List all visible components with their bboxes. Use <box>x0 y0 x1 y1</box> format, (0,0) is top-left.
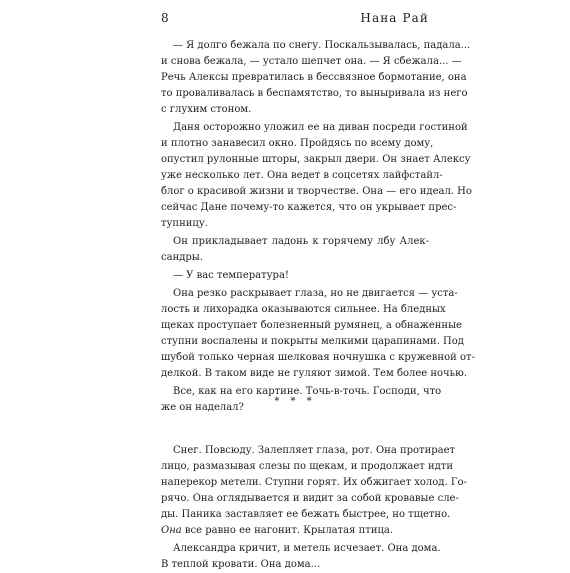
text-line: — У вас температура! <box>173 270 289 281</box>
text-line: делкой. В таком виде не гуляют зимой. Тем более ночью. <box>161 368 468 379</box>
text-line: тупницу. <box>161 218 208 229</box>
text-line: ды. Паника заставляет ее бежать быстрее, но тщетно. <box>161 509 451 520</box>
text-line: лицо, размазывая слезы по щекам, и продолжает идти <box>161 461 454 472</box>
line-text: все равно ее нагонит. Крылатая птица. <box>181 525 394 536</box>
text-line: и снова бежала, — устало шепчет она. — Я сбежала... — <box>161 56 462 67</box>
text-line: шубой только черная шелковая ночнушка с кружевной от- <box>161 352 475 363</box>
italic-word: Она <box>161 525 182 536</box>
running-title: Нана Рай <box>360 11 429 25</box>
text-line: наперекор метели. Ступни горят. Их обжигает холод. Го- <box>161 477 467 488</box>
text-line: блог о красивой жизни и творчестве. Она — его идеал. Но <box>161 186 472 197</box>
text-line: ступни воспалены и покрыты мелкими царапинами. Под <box>161 336 464 347</box>
page-number: 8 <box>161 11 169 25</box>
text-line: В теплой кровати. Она дома... <box>161 559 321 570</box>
section-separator: * * * <box>274 396 316 407</box>
text-line: рячо. Она оглядывается и видит за собой кровавые сле- <box>161 493 459 504</box>
text-line: уже несколько лет. Она ведет в соцсетях лайфстайл- <box>161 170 443 181</box>
text-line <box>161 523 429 539</box>
text-line: и плотно занавесил окно. Пройдясь по всему дому, <box>161 138 434 149</box>
text-line: сейчас Дане почему-то кажется, что он укрывает прес- <box>161 202 457 213</box>
text-line: щеках проступает болезненный румянец, а обнаженные <box>161 320 462 331</box>
page-header <box>161 10 429 26</box>
text-line: — Я долго бежала по снегу. Поскальзывалась, падала... <box>173 40 471 51</box>
text-line: опустил рулонные шторы, закрыл двери. Он знает Алексу <box>161 154 471 165</box>
text-line: Речь Алексы превратилась в бессвязное бормотание, она <box>161 72 467 83</box>
text-line: сандры. <box>161 252 203 263</box>
text-line: Он прикладывает ладонь к горячему лбу Алек- <box>173 236 429 247</box>
text-line: Она резко раскрывает глаза, но не двигается — уста- <box>173 288 458 299</box>
text-line: же он наделал? <box>161 402 244 413</box>
text-line: то проваливалась в беспамятство, то выныривала из него <box>161 88 468 99</box>
text-line: Александра кричит, и метель исчезает. Она дома. <box>173 543 441 554</box>
text-line: Снег. Повсюду. Залепляет глаза, рот. Она протирает <box>173 445 456 456</box>
text-line: с глухим стоном. <box>161 104 252 115</box>
text-line: лость и лихорадка оказываются сильнее. На бледных <box>161 304 446 315</box>
text-line: Все, как на его картине. Точь-в-точь. Господи, что <box>173 386 442 397</box>
text-line: Даня осторожно уложил ее на диван посреди гостиной <box>173 122 468 133</box>
